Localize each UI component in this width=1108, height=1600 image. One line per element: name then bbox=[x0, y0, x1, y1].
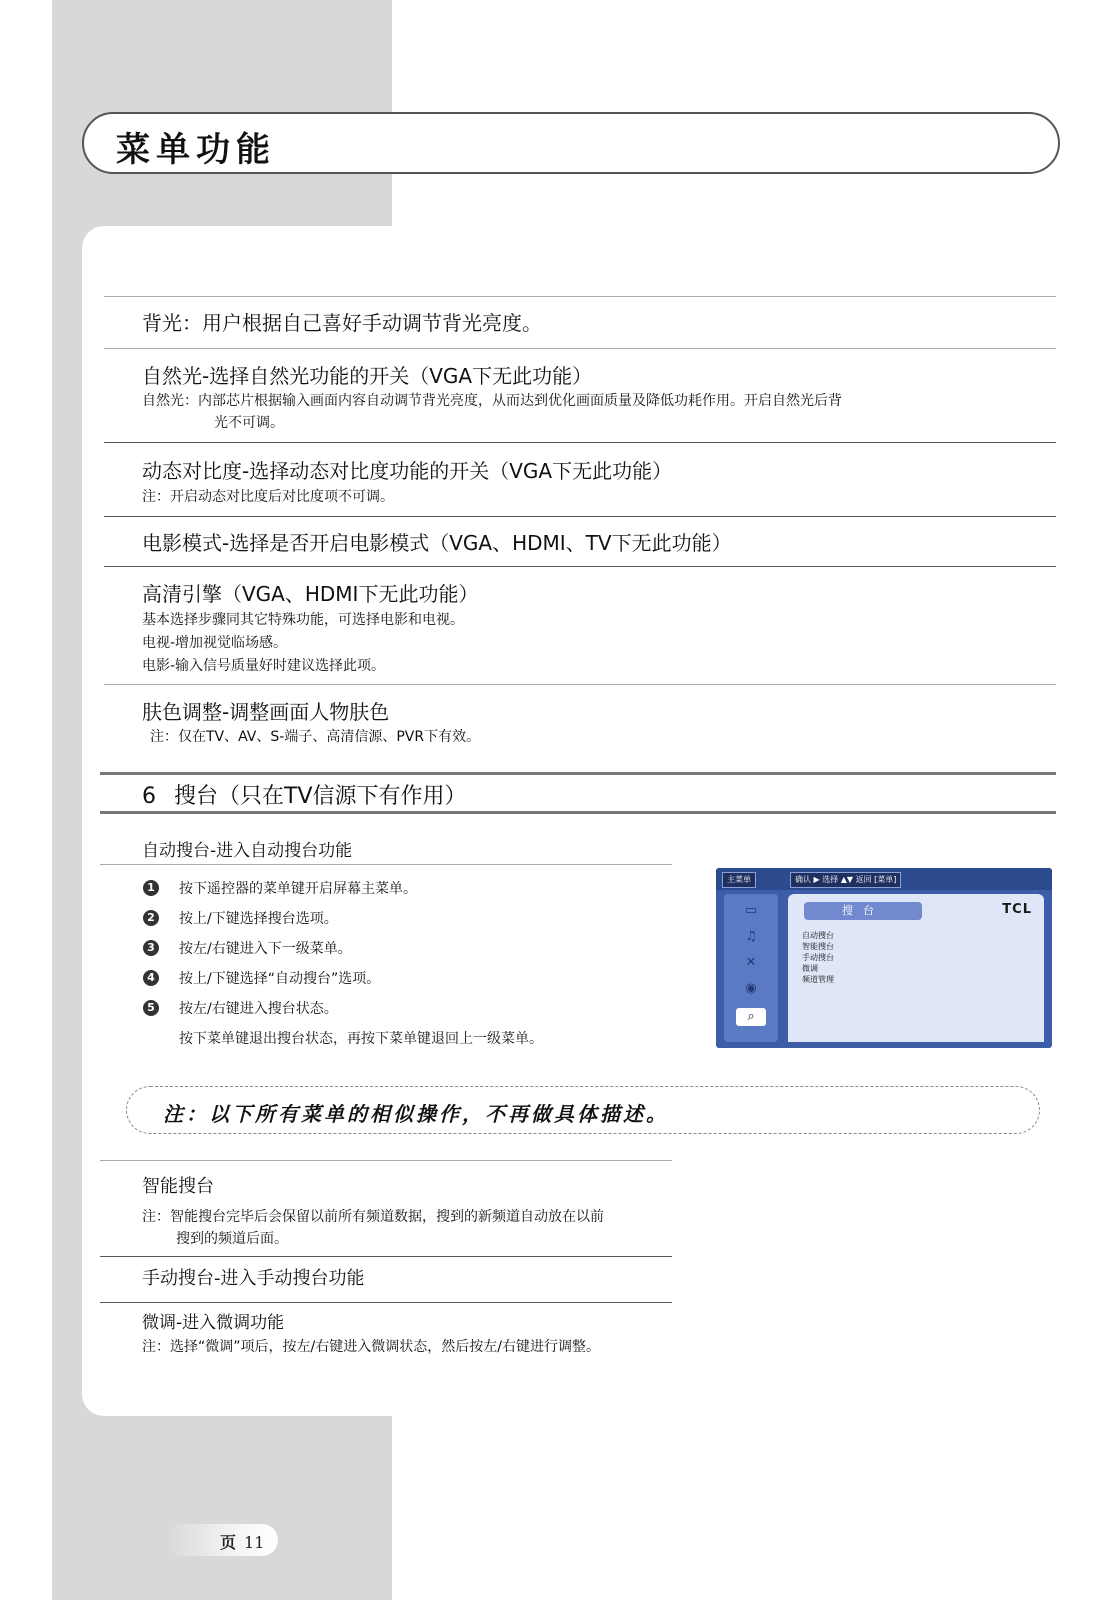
item-heading-film-mode: 电影模式-选择是否开启电影模式（VGA、HDMI、TV下无此功能） bbox=[142, 531, 732, 555]
tv-main-menu-tab: 主菜单 bbox=[722, 872, 756, 888]
divider bbox=[100, 864, 672, 865]
section-number: 6 bbox=[142, 784, 156, 809]
divider bbox=[104, 296, 1056, 297]
manual-search-heading: 手动搜台-进入手动搜台功能 bbox=[142, 1268, 365, 1289]
divider bbox=[100, 1302, 672, 1303]
tv-menu-item: 智能搜台 bbox=[802, 942, 834, 951]
tv-icon-column bbox=[724, 894, 778, 1042]
tv-menu-item: 频道管理 bbox=[802, 975, 834, 984]
note-banner bbox=[126, 1086, 1040, 1134]
item-heading-hd-engine: 高清引擎（VGA、HDMI下无此功能） bbox=[142, 582, 479, 606]
tv-menu-panel bbox=[788, 894, 1044, 1042]
page-number bbox=[220, 1530, 264, 1553]
tv-menu-item: 微调 bbox=[802, 964, 818, 973]
search-icon: ⌕ bbox=[736, 1008, 766, 1026]
smart-search-note: 搜到的频道后面。 bbox=[176, 1231, 288, 1247]
step-number: 3 bbox=[143, 940, 159, 956]
item-heading-natural-light: 自然光-选择自然光功能的开关（VGA下无此功能） bbox=[142, 364, 593, 388]
divider bbox=[100, 1160, 672, 1161]
page-label: 页 bbox=[220, 1533, 237, 1552]
step-text: 按左/右键进入下一级菜单。 bbox=[179, 941, 352, 957]
item-heading-skin-tone: 肤色调整-调整画面人物肤色 bbox=[142, 700, 390, 724]
page-number-badge bbox=[166, 1524, 278, 1556]
item-note: 光不可调。 bbox=[214, 415, 284, 431]
picture-icon: ▭ bbox=[744, 903, 758, 918]
section-rule-bottom bbox=[100, 811, 1056, 814]
item-note: 自然光：内部芯片根据输入画面内容自动调节背光亮度，从而达到优化画面质量及降低功耗作用。开启自然光后背 bbox=[142, 393, 842, 409]
page-title: 菜单功能 bbox=[116, 130, 276, 170]
page-number-value: 11 bbox=[244, 1533, 265, 1552]
item-heading-dynamic-contrast: 动态对比度-选择动态对比度功能的开关（VGA下无此功能） bbox=[142, 459, 673, 483]
section-title-text: 搜台（只在TV信源下有作用） bbox=[174, 784, 467, 809]
sound-icon: ♫ bbox=[745, 929, 757, 944]
smart-search-note: 注：智能搜台完毕后会保留以前所有频道数据，搜到的新频道自动放在以前 bbox=[142, 1209, 604, 1225]
tv-menu-screenshot bbox=[716, 868, 1052, 1048]
tv-menu-title: 搜台 bbox=[804, 902, 922, 920]
divider bbox=[104, 566, 1056, 567]
item-heading-backlight: 背光：用户根据自己喜好手动调节背光亮度。 bbox=[142, 311, 542, 335]
step-number: 5 bbox=[143, 1000, 159, 1016]
item-note: 电影-输入信号质量好时建议选择此项。 bbox=[142, 658, 386, 674]
step-2 bbox=[143, 908, 338, 928]
settings-icon: ✕ bbox=[745, 955, 757, 970]
fine-tune-note: 注：选择“微调”项后，按左/右键进入微调状态，然后按左/右键进行调整。 bbox=[142, 1339, 600, 1355]
tv-hint-bar: 确认 ▶ 选择 ▲▼ 返回 [菜单] bbox=[790, 872, 901, 888]
step-text: 按上/下键选择“自动搜台”选项。 bbox=[179, 971, 381, 987]
step-text: 按上/下键选择搜台选项。 bbox=[179, 911, 338, 927]
step-text: 按左/右键进入搜台状态。 bbox=[179, 1001, 338, 1017]
auto-search-heading: 自动搜台-进入自动搜台功能 bbox=[142, 841, 353, 861]
step-number: 2 bbox=[143, 910, 159, 926]
step-5 bbox=[143, 998, 338, 1018]
step-1 bbox=[143, 878, 417, 898]
divider bbox=[100, 1256, 672, 1257]
section-title bbox=[142, 779, 467, 810]
note-banner-text: 注：以下所有菜单的相似操作，不再做具体描述。 bbox=[163, 1102, 669, 1126]
fine-tune-heading: 微调-进入微调功能 bbox=[142, 1313, 285, 1333]
item-note: 基本选择步骤同其它特殊功能，可选择电影和电视。 bbox=[142, 612, 464, 628]
item-note: 电视-增加视觉临场感。 bbox=[142, 635, 288, 651]
tv-menu-item: 自动搜台 bbox=[802, 931, 834, 940]
item-note: 注：开启动态对比度后对比度项不可调。 bbox=[142, 489, 394, 505]
smart-search-heading: 智能搜台 bbox=[142, 1176, 214, 1197]
divider bbox=[104, 442, 1056, 443]
function-icon: ◉ bbox=[745, 981, 757, 996]
section-rule-top bbox=[100, 772, 1056, 775]
step-text: 按下遥控器的菜单键开启屏幕主菜单。 bbox=[179, 881, 417, 897]
page-header bbox=[82, 112, 1060, 174]
divider bbox=[104, 516, 1056, 517]
step-tail: 按下菜单键退出搜台状态，再按下菜单键退回上一级菜单。 bbox=[179, 1031, 543, 1047]
divider bbox=[104, 684, 1056, 685]
divider bbox=[104, 348, 1056, 349]
tv-menu-item: 手动搜台 bbox=[802, 953, 834, 962]
item-note: 注：仅在TV、AV、S-端子、高清信源、PVR下有效。 bbox=[150, 729, 481, 745]
step-4 bbox=[143, 968, 380, 988]
step-number: 4 bbox=[143, 970, 159, 986]
step-3 bbox=[143, 938, 352, 958]
tcl-logo: TCL bbox=[1002, 902, 1032, 917]
step-number: 1 bbox=[143, 880, 159, 896]
